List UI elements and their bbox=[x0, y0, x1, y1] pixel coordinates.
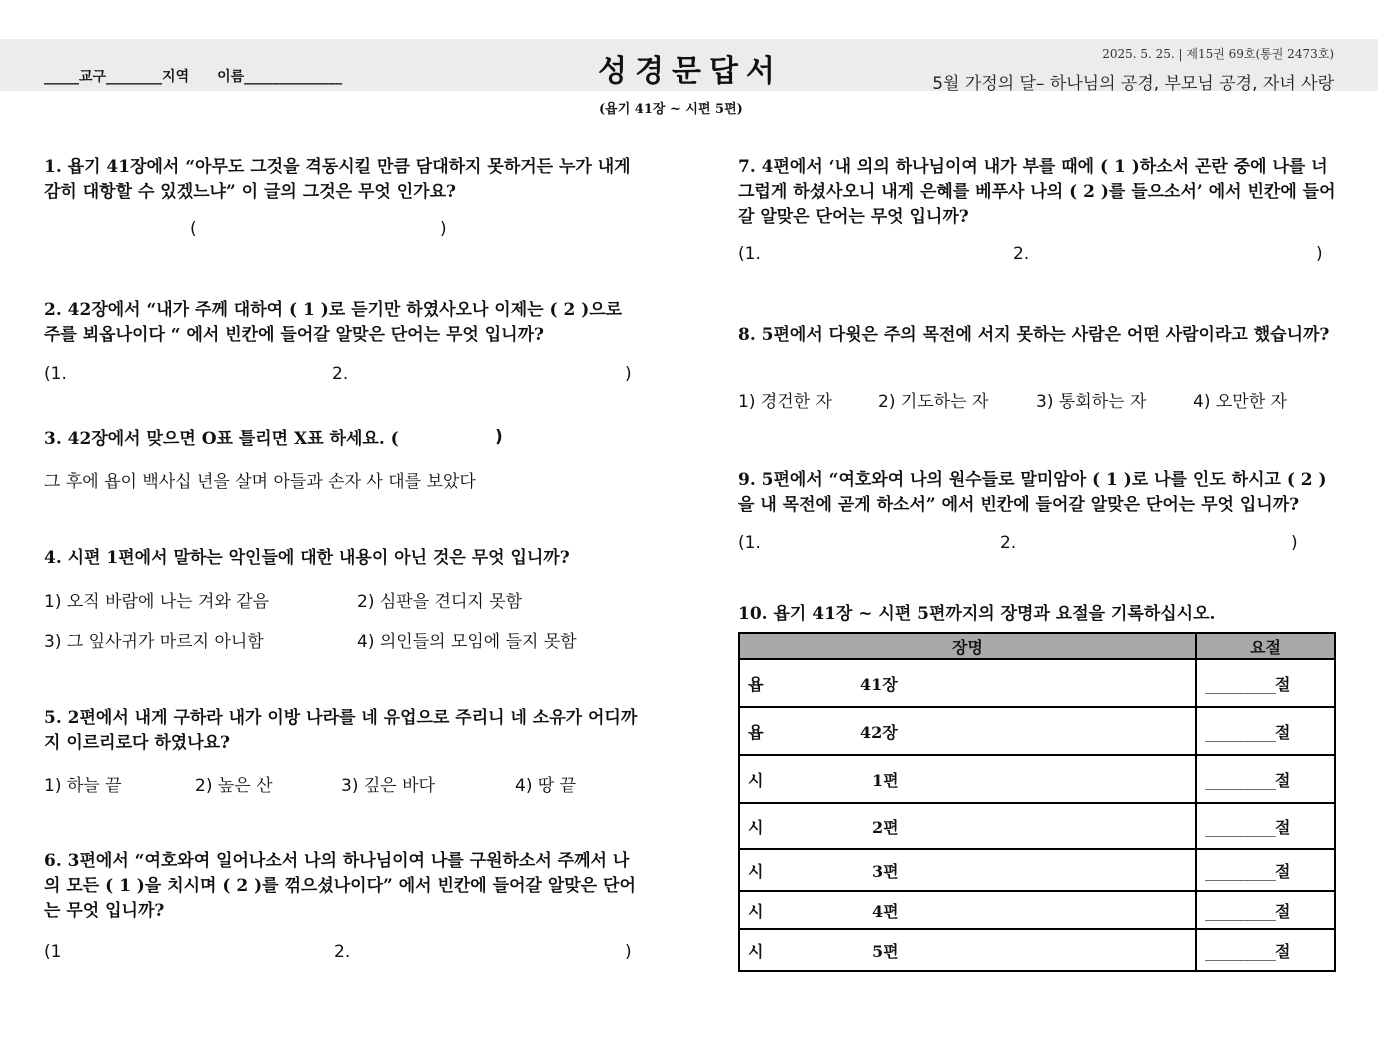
row-book: 시 bbox=[748, 941, 764, 961]
question-10: 10. 욥기 41장 ~ 시편 5편까지의 장명과 요절을 기록하십시오. bbox=[738, 604, 1216, 624]
monthly-theme: 5월 가정의 달– 하나님의 공경, 부모님 공경, 자녀 사랑 bbox=[932, 74, 1334, 94]
q1-answer-close: ) bbox=[440, 219, 447, 239]
q5-option-2: 2) 높은 산 bbox=[195, 776, 273, 796]
q8-option-3: 3) 통회하는 자 bbox=[1036, 392, 1147, 412]
row-chapter: 2편 bbox=[872, 817, 899, 837]
row-chapter: 41장 bbox=[860, 674, 898, 694]
q9-answer-close: ) bbox=[1291, 533, 1298, 553]
q8-option-4: 4) 오만한 자 bbox=[1193, 392, 1287, 412]
verse-suffix: 절 bbox=[1275, 861, 1291, 881]
page-title: 성경문답서 bbox=[598, 54, 783, 89]
q3-answer-close: ) bbox=[495, 427, 503, 447]
q2-answer-2: 2. bbox=[332, 364, 349, 384]
question-9: 9. 5편에서 “여호와여 나의 원수들로 말미암아 ( 1 )로 나를 인도 하시고 ( 2 )을 내 목전에 곧게 하소서” 에서 빈칸에 들어갈 알맞은 단어는 무엇 입니까? bbox=[738, 470, 1327, 515]
verse-blank[interactable]: __________ bbox=[1205, 722, 1275, 742]
q7-answer-close: ) bbox=[1316, 244, 1323, 264]
verse-suffix: 절 bbox=[1275, 674, 1291, 694]
verse-blank[interactable]: __________ bbox=[1205, 770, 1275, 790]
name-fields: _____교구________지역 이름______________ bbox=[44, 69, 343, 85]
q1-answer-open: ( bbox=[190, 219, 197, 239]
table-row bbox=[739, 929, 1335, 971]
row-chapter: 4편 bbox=[872, 901, 899, 921]
table-row bbox=[739, 891, 1335, 929]
question-2: 2. 42장에서 “내가 주께 대하여 ( 1 )로 듣기만 하였사오나 이제는 ( 2 )으로 주를 뵈옵나이다 “ 에서 빈칸에 들어갈 알맞은 단어는 무엇 입니까? bbox=[44, 300, 623, 345]
table-row bbox=[739, 803, 1335, 849]
verse-blank[interactable]: __________ bbox=[1205, 674, 1275, 694]
q4-option-1: 1) 오직 바람에 나는 겨와 같음 bbox=[44, 592, 270, 612]
q4-option-3: 3) 그 잎사귀가 마르지 아니함 bbox=[44, 632, 264, 652]
row-book: 시 bbox=[748, 901, 764, 921]
q5-option-3: 3) 깊은 바다 bbox=[341, 776, 435, 796]
q9-answer-1: (1. bbox=[738, 533, 761, 553]
question-8: 8. 5편에서 다윗은 주의 목전에 서지 못하는 사람은 어떤 사람이라고 했습니까? bbox=[738, 325, 1330, 345]
question-5: 5. 2편에서 내게 구하라 내가 이방 나라를 네 유업으로 주리니 네 소유가 어디까지 이르리로다 하였나요? bbox=[44, 708, 638, 753]
q4-option-2: 2) 심판을 견디지 못함 bbox=[357, 592, 523, 612]
q8-option-2: 2) 기도하는 자 bbox=[878, 392, 989, 412]
table-row bbox=[739, 707, 1335, 755]
question-4: 4. 시편 1편에서 말하는 악인들에 대한 내용이 아닌 것은 무엇 입니까? bbox=[44, 548, 570, 568]
row-chapter: 42장 bbox=[860, 722, 898, 742]
q5-option-1: 1) 하늘 끝 bbox=[44, 776, 122, 796]
q7-answer-1: (1. bbox=[738, 244, 761, 264]
question-7: 7. 4편에서 ‘내 의의 하나님이여 내가 부를 때에 ( 1 )하소서 곤란 중에 나를 너그럽게 하셨사오니 내게 은혜를 베푸사 나의 ( 2 )를 들으소서’ 에서 빈칸에 들어갈 알맞은 단어는 무엇 입니까? bbox=[738, 157, 1336, 227]
row-book: 시 bbox=[748, 817, 764, 837]
verse-suffix: 절 bbox=[1275, 770, 1291, 790]
q7-answer-2: 2. bbox=[1013, 244, 1030, 264]
row-book: 시 bbox=[748, 770, 764, 790]
verse-suffix: 절 bbox=[1275, 901, 1291, 921]
q9-answer-2: 2. bbox=[1000, 533, 1017, 553]
q8-option-1: 1) 경건한 자 bbox=[738, 392, 832, 412]
table-row bbox=[739, 849, 1335, 891]
q2-answer-1: (1. bbox=[44, 364, 67, 384]
verse-suffix: 절 bbox=[1275, 941, 1291, 961]
verse-suffix: 절 bbox=[1275, 722, 1291, 742]
table-row bbox=[739, 659, 1335, 707]
q3-statement: 그 후에 욥이 백사십 년을 살며 아들과 손자 사 대를 보았다 bbox=[44, 472, 476, 492]
scripture-range: (욥기 41장 ~ 시편 5편) bbox=[599, 102, 743, 117]
verse-blank[interactable]: __________ bbox=[1205, 817, 1275, 837]
q2-answer-close: ) bbox=[625, 364, 632, 384]
question-1: 1. 욥기 41장에서 “아무도 그것을 격동시킬 만큼 담대하지 못하거든 누가 내게 감히 대항할 수 있겠느냐” 이 글의 그것은 무엇 인가요? bbox=[44, 157, 631, 202]
row-chapter: 3편 bbox=[872, 861, 899, 881]
q5-option-4: 4) 땅 끝 bbox=[515, 776, 577, 796]
question-6: 6. 3편에서 “여호와여 일어나소서 나의 하나님이여 나를 구원하소서 주께서 나의 모든 ( 1 )을 치시며 ( 2 )를 꺾으셨나이다” 에서 빈칸에 들어갈 알맞은 단어는 무엇 입니까? bbox=[44, 851, 636, 921]
reference-table bbox=[738, 632, 1336, 972]
verse-blank[interactable]: __________ bbox=[1205, 941, 1275, 961]
row-book: 욥 bbox=[748, 674, 764, 694]
verse-blank[interactable]: __________ bbox=[1205, 901, 1275, 921]
row-chapter: 1편 bbox=[872, 770, 899, 790]
q6-answer-close: ) bbox=[625, 942, 632, 962]
table-row bbox=[739, 755, 1335, 803]
verse-blank[interactable]: __________ bbox=[1205, 861, 1275, 881]
question-3: 3. 42장에서 맞으면 O표 틀리면 X표 하세요. ( bbox=[44, 429, 399, 449]
q6-answer-2: 2. bbox=[334, 942, 351, 962]
col-header-verse: 요절 bbox=[1196, 633, 1335, 659]
q4-option-4: 4) 의인들의 모임에 들지 못함 bbox=[357, 632, 577, 652]
issue-info: 2025. 5. 25. | 제15권 69호(통권 2473호) bbox=[1102, 47, 1334, 61]
q6-answer-1: (1 bbox=[44, 942, 62, 962]
col-header-chapter: 장명 bbox=[739, 633, 1196, 659]
row-book: 욥 bbox=[748, 722, 764, 742]
verse-suffix: 절 bbox=[1275, 817, 1291, 837]
row-book: 시 bbox=[748, 861, 764, 881]
row-chapter: 5편 bbox=[872, 941, 899, 961]
